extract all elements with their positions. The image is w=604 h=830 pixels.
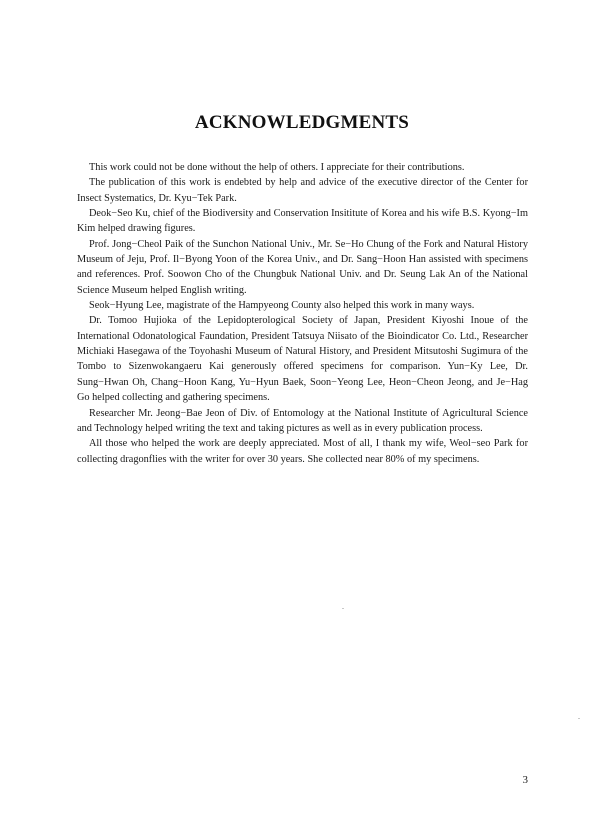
scan-speck (578, 718, 580, 719)
page-title: ACKNOWLEDGMENTS (194, 112, 410, 133)
paragraph: Prof. Jong−Cheol Paik of the Sunchon National Univ., Mr. Se−Ho Chung of the Fork and Natural History Museum of Jeju, Prof. Il−Byong Yoon of the Korea Univ., and Dr. Sang−Hoon Han assisted with specimens and references. Prof. Soowon Cho of the Chungbuk National Univ. and Dr. Seung Lak An of the National Science Museum helped English writing. (77, 238, 528, 296)
paragraph: All those who helped the work are deeply appreciated. Most of all, I thank my wife, Weol−seo Park for collecting dragonflies with the writer for over 30 years. She collected near 80% of my specimens. (77, 438, 528, 465)
paragraph: This work could not be done without the help of others. I appreciate for their contributions. (89, 162, 465, 173)
acknowledgments-body (77, 160, 528, 467)
paragraph: Seok−Hyung Lee, magistrate of the Hampyeong County also helped this work in many ways. (89, 300, 475, 312)
scan-speck (342, 608, 344, 609)
paragraph: The publication of this work is endebted by help and advice of the executive director of the Center for Insect Systematics, Dr. Kyu−Tek Park. (77, 177, 528, 204)
paragraph: Dr. Tomoo Hujioka of the Lepidopterological Society of Japan, President Kiyoshi Inoue of the International Odonatological Faundation, President Tatsuya Niisato of the Bioindicator Co. Ltd., Researcher Michiaki Hasegawa of the Toyohashi Museum of Natural History, and President Mitsutoshi Sugimura of the Tombo to Sizenwokangaeru Kai generously offered specimens for comparison. Yun−Ky Lee, Dr. Sung−Hwan Oh, Chang−Hoon Kang, Yu−Hyun Baek, Soon−Yeong Lee, Heon−Cheon Jeong, and Je−Hag Go helped collecting and gathering specimens. (77, 315, 528, 404)
paragraph: Researcher Mr. Jeong−Bae Jeon of Div. of Entomology at the National Institute of Agricultural Science and Technology helped writing the text and taking pictures as well as in every publication process. (77, 407, 528, 434)
paragraph: Deok−Seo Ku, chief of the Biodiversity and Conservation Insititute of Korea and his wife B.S. Kyong−Im Kim helped drawing figures. (77, 208, 528, 235)
page-number: 3 (522, 774, 528, 786)
